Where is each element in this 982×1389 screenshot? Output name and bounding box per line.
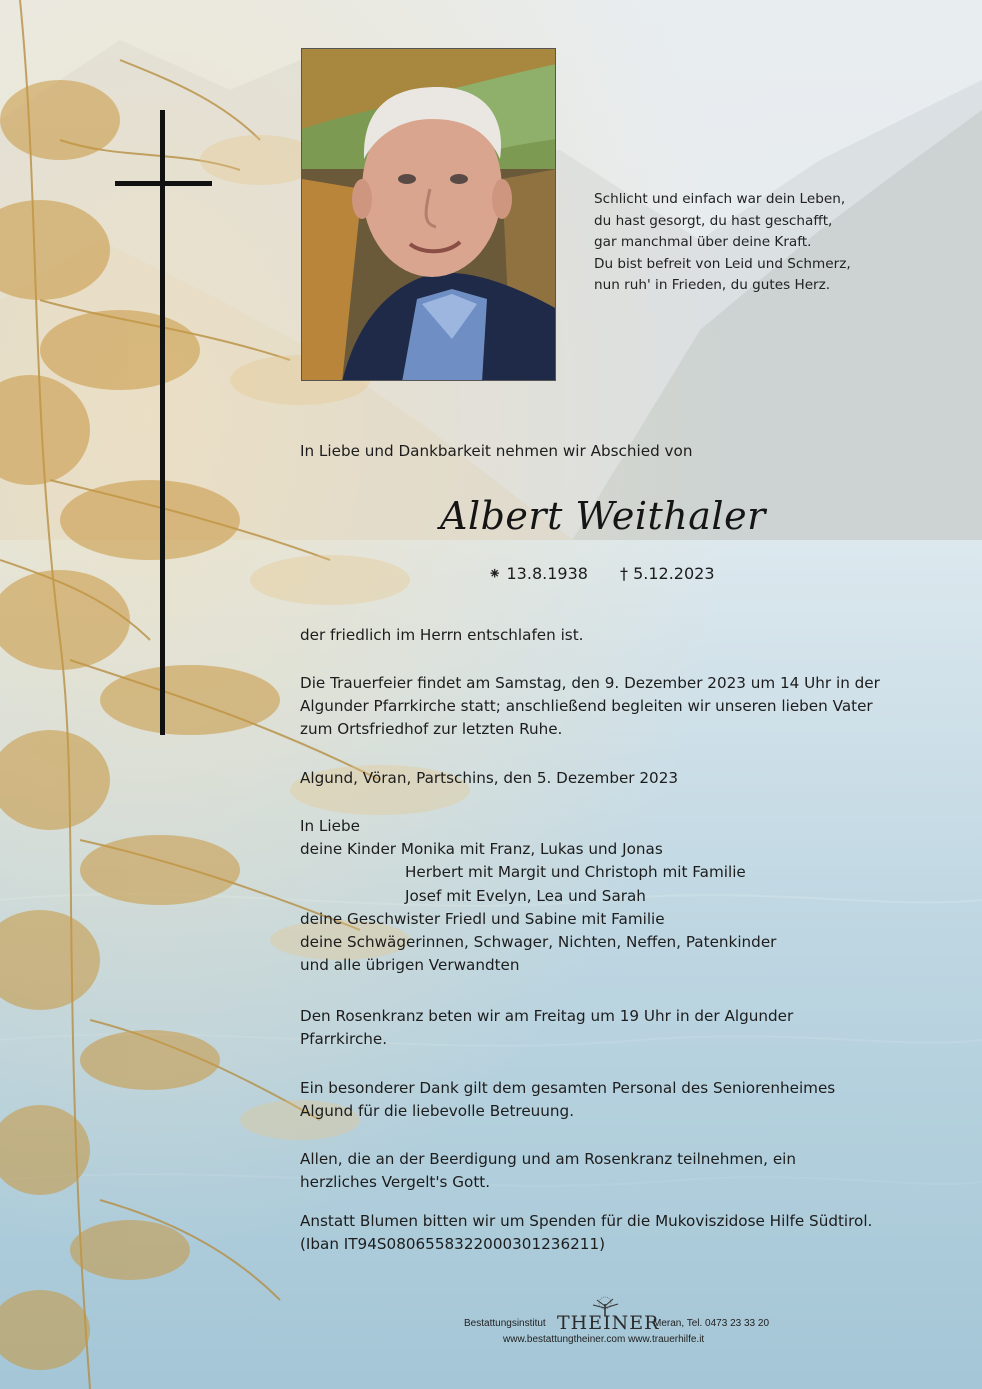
- death-date: † 5.12.2023: [620, 564, 715, 583]
- mourner-line: deine Kinder Monika mit Franz, Lukas und Jonas: [300, 840, 663, 859]
- place-date: Algund, Vöran, Partschins, den 5. Dezember 2023: [300, 769, 679, 787]
- donation-info: [300, 1210, 872, 1256]
- mourners-list: [300, 815, 776, 977]
- rosary-info: [300, 1005, 793, 1051]
- poem-line: Schlicht und einfach war dein Leben,: [594, 191, 846, 207]
- poem-line: nun ruh' in Frieden, du gutes Herz.: [594, 277, 831, 293]
- funeral-info: [300, 672, 880, 742]
- intro-text: In Liebe und Dankbarkeit nehmen wir Abschied von: [300, 442, 693, 460]
- mourner-line: deine Schwägerinnen, Schwager, Nichten, Neffen, Patenkinder: [300, 933, 777, 952]
- passed-text: der friedlich im Herrn entschlafen ist.: [300, 626, 584, 644]
- rosary-line: Pfarrkirche.: [300, 1030, 388, 1049]
- poem-line: Du bist befreit von Leid und Schmerz,: [594, 255, 851, 272]
- thanks-line: herzliches Vergelt's Gott.: [300, 1173, 491, 1192]
- thanks-staff: [300, 1077, 835, 1123]
- thanks-line: Allen, die an der Beerdigung und am Rosenkranz teilnehmen, ein: [300, 1150, 797, 1168]
- mourner-line: Josef mit Evelyn, Lea und Sarah: [405, 886, 646, 905]
- mourner-line: Herbert mit Margit und Christoph mit Familie: [405, 863, 746, 882]
- thanks-all: [300, 1148, 796, 1194]
- cross-icon: [160, 110, 165, 735]
- rosary-line: Den Rosenkranz beten wir am Freitag um 19 Uhr in der Algunder: [300, 1007, 794, 1025]
- poem-line: du hast gesorgt, du hast geschafft,: [594, 212, 833, 229]
- funeral-line: Die Trauerfeier findet am Samstag, den 9. Dezember 2023 um 14 Uhr in der: [300, 674, 880, 692]
- funeral-line: Algunder Pfarrkirche statt; anschließend begleiten wir unseren lieben Vater: [300, 697, 873, 716]
- brand-logo: THEINER: [557, 1312, 660, 1334]
- footer-prefix: Bestattungsinstitut: [464, 1318, 546, 1329]
- funeral-line: zum Ortsfriedhof zur letzten Ruhe.: [300, 720, 563, 739]
- mourner-line: deine Geschwister Friedl und Sabine mit Familie: [300, 909, 665, 928]
- mourner-line: In Liebe: [300, 817, 360, 835]
- thanks-line: Ein besonderer Dank gilt dem gesamten Personal des Seniorenheimes: [300, 1079, 836, 1097]
- footer-web: www.bestattungtheiner.com www.trauerhilfe.it: [503, 1334, 705, 1345]
- deceased-name: Albert Weithaler: [440, 494, 766, 538]
- poem: [594, 189, 851, 297]
- donation-line: Anstatt Blumen bitten wir um Spenden für die Mukoviszidose Hilfe Südtirol.: [300, 1212, 873, 1230]
- mourner-line: und alle übrigen Verwandten: [300, 956, 520, 975]
- portrait-photo: [301, 48, 556, 381]
- donation-line: (Iban IT94S0806558322000301236211): [300, 1235, 606, 1254]
- footer-contact: Meran, Tel. 0473 23 33 20: [653, 1318, 770, 1329]
- thanks-line: Algund für die liebevolle Betreuung.: [300, 1102, 575, 1121]
- cross-icon-bar: [115, 181, 212, 186]
- poem-line: gar manchmal über deine Kraft.: [594, 234, 812, 250]
- birth-date: ⁕ 13.8.1938: [488, 564, 588, 583]
